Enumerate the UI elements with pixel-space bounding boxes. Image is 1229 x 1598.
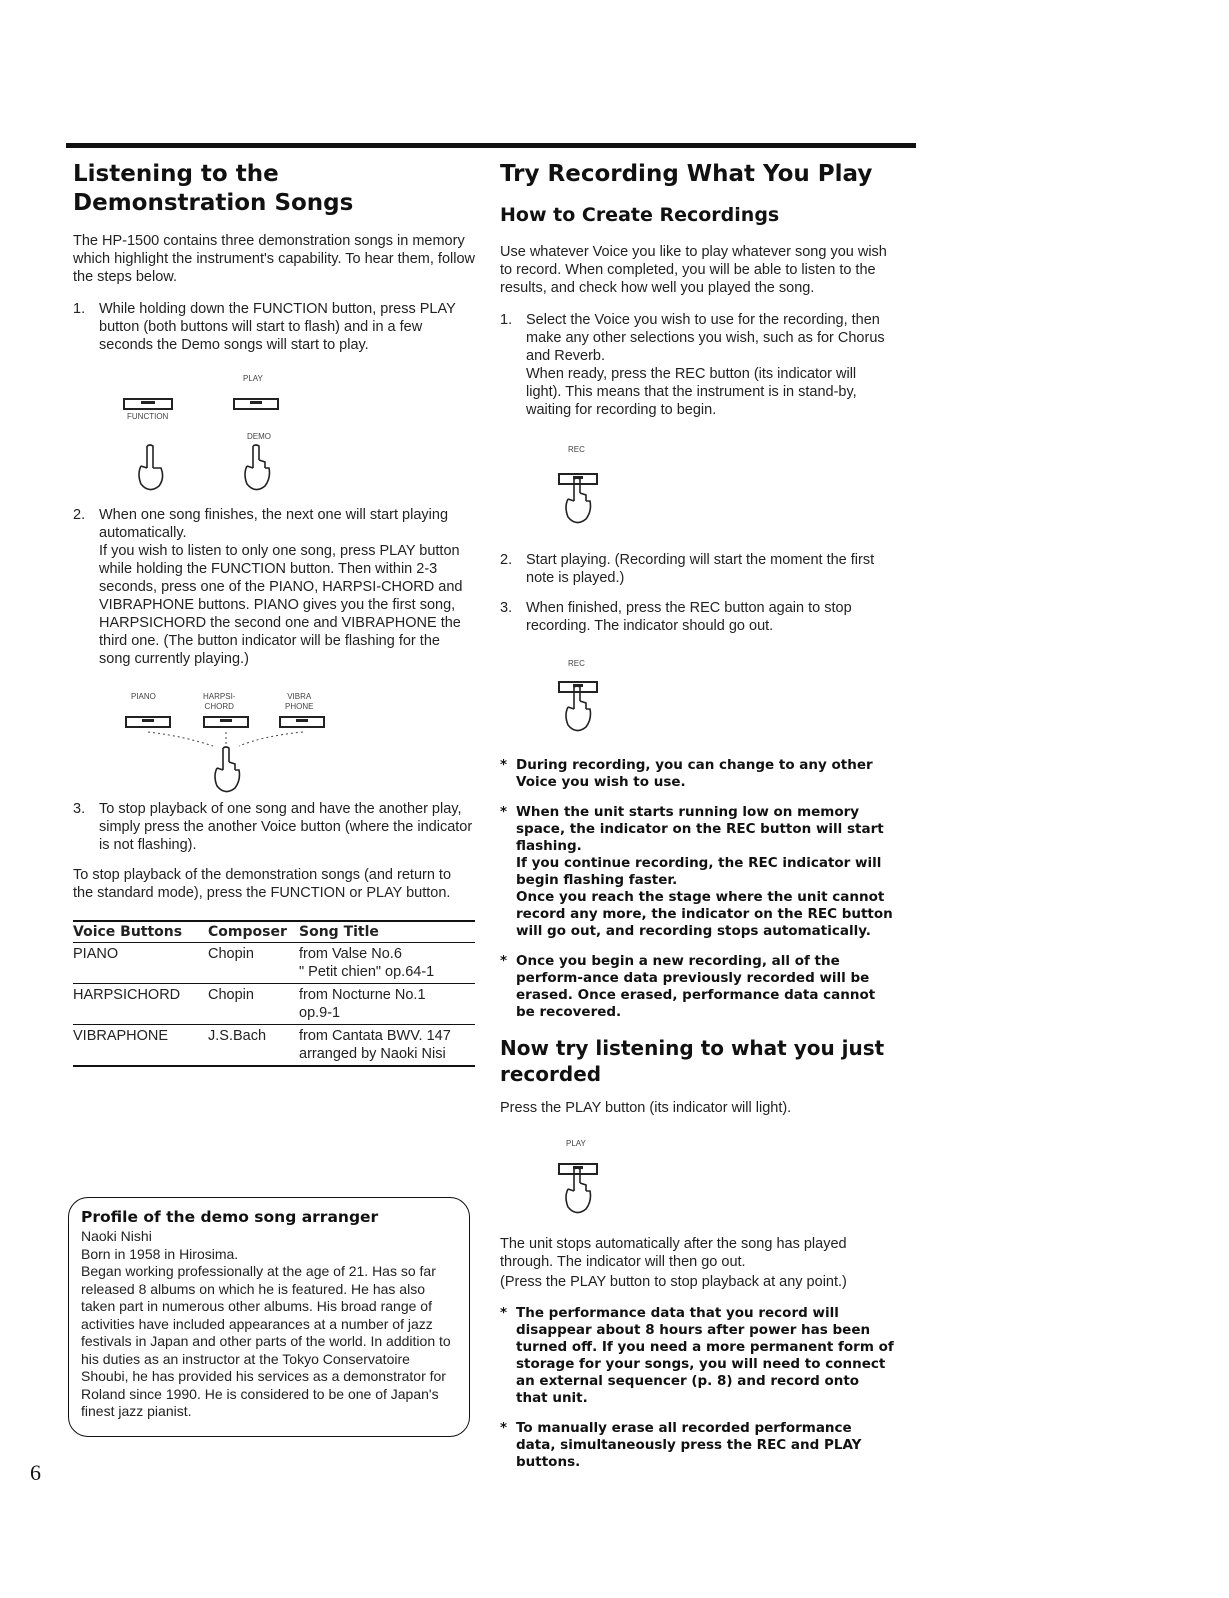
top-rule: [66, 143, 916, 148]
finger-press-icon: [133, 444, 167, 494]
function-play-illustration: [73, 366, 475, 506]
listen-text: Press the PLAY button (its indicator will light).: [500, 1100, 792, 1116]
demo-stop-text: To stop playback of the demonstration songs (and return to the standard mode), press the FUNCTION or PLAY button.: [73, 867, 452, 901]
profile-bio: Began working professionally at the age of 21. Has so far released 8 albums on which he is featured. He has also taken part in numerous other albums. His broad range of activities have included appearances at a number of jazz festivals in Japan and other parts of the world. In addition to his duties as an instructor at the Tokyo Conservatoire Shoubi, he has provided his services as a demonstrator for Roland since 1990. He is considered to be one of Japan's finest jazz pianist.: [81, 1263, 451, 1419]
harpsichord-button-icon: [203, 716, 249, 728]
rec-step-2: 2. Start playing. (Recording will start the moment the first note is played.): [500, 552, 875, 586]
rec-label: REC: [568, 445, 585, 454]
subtitle-create-recordings: How to Create Recordings: [500, 204, 780, 226]
table-row: VIBRAPHONE J.S.Bach from Cantata BWV. 147 arranged by Naoki Nisi: [73, 1025, 475, 1067]
page-number: 6: [30, 1460, 41, 1485]
finger-press-icon: [211, 746, 245, 796]
demo-label: DEMO: [247, 432, 271, 441]
play-label: PLAY: [566, 1139, 586, 1148]
demo-step-3: 3. To stop playback of one song and have the another play, simply press the another Voice button (where the indicator is not flashing).: [73, 801, 473, 853]
demo-intro: The HP-1500 contains three demonstration songs in memory which highlight the instrument's capability. To hear them, follow the steps below.: [73, 233, 475, 285]
after-text-2: (Press the PLAY button to stop playback at any point.): [500, 1274, 847, 1290]
after-text-1: The unit stops automatically after the song has played through. The indicator will then go out.: [500, 1236, 847, 1270]
demo-step-1: 1. While holding down the FUNCTION button, press PLAY button (both buttons will start to flash) and in a few seconds the Demo songs will start to play.: [73, 301, 456, 353]
vibraphone-label: VIBRA PHONE: [285, 692, 314, 711]
col-header-composer: Composer: [208, 921, 299, 943]
vibraphone-button-icon: [279, 716, 325, 728]
finger-press-icon: [562, 477, 596, 527]
rec-step-1: 1. Select the Voice you wish to use for the recording, then make any other selections you wish, such as for Chorus and Reverb. When ready, press the REC button (its indicator will light). This means that the instrument is in stand-by, waiting for recording to begin.: [500, 312, 885, 418]
listen-title: Now try listening to what you just recorded: [500, 1036, 885, 1086]
note-erase-previous: * Once you begin a new recording, all of the perform-ance data previously recorded will be erased. Once erased, performance data cannot be recovered.: [500, 953, 876, 1020]
play-label: PLAY: [243, 374, 263, 383]
left-column: [73, 150, 475, 1067]
voice-buttons-illustration: [73, 680, 475, 800]
play-illustration: [500, 1131, 895, 1235]
note-memory-low: * When the unit starts running low on memory space, the indicator on the REC button will start flashing. If you continue recording, the REC indicator will begin flashing faster. Once you reach the stage where the unit cannot record any more, the indicator on the REC button will go out, and recording stops automatically.: [500, 804, 893, 939]
piano-button-icon: [125, 716, 171, 728]
col-header-title: Song Title: [299, 921, 475, 943]
piano-label: PIANO: [131, 692, 156, 701]
note-manual-erase: * To manually erase all recorded performance data, simultaneously press the REC and PLAY buttons.: [500, 1420, 862, 1470]
profile-name: Naoki Nishi: [81, 1228, 152, 1244]
arranger-profile-box: [68, 1197, 470, 1437]
demo-step-2: 2. When one song finishes, the next one will start playing automatically. If you wish to listen to only one song, press PLAY button while holding the FUNCTION button. Then within 2-3 seconds, press one of the PIANO, HARPSI-CHORD and VIBRAPHONE buttons. PIANO gives you the first song, HARPSICHORD the second one and VIBRAPHONE the third one. (The button indicator will be flashing for the song currently playing.): [73, 507, 463, 667]
function-label: FUNCTION: [127, 412, 169, 421]
rec-label: REC: [568, 659, 585, 668]
col-header-voice: Voice Buttons: [73, 921, 208, 943]
finger-press-icon: [241, 444, 275, 494]
table-row: PIANO Chopin from Valse No.6 " Petit chien" op.64-1: [73, 943, 475, 984]
rec-illustration-1: [500, 431, 895, 551]
rec-step-3: 3. When finished, press the REC button again to stop recording. The indicator should go out.: [500, 600, 852, 634]
finger-press-icon: [562, 685, 596, 735]
section-title-demo: Listening to the Demonstration Songs: [73, 161, 354, 216]
right-column: [500, 150, 895, 1484]
section-title-recording: Try Recording What You Play: [500, 161, 873, 187]
function-button-icon: [123, 398, 173, 410]
note-voice-change: * During recording, you can change to any other Voice you wish to use.: [500, 757, 873, 790]
demo-songs-table: [73, 920, 475, 1067]
recording-intro: Use whatever Voice you like to play whatever song you wish to record. When completed, you will be able to listen to the results, and check how well you played the song.: [500, 244, 887, 296]
note-data-disappear: * The performance data that you record will disappear about 8 hours after power has been turned off. If you need a more permanent form of storage for your songs, you will need to connect an external sequencer (p. 8) and record onto that unit.: [500, 1305, 894, 1406]
profile-born: Born in 1958 in Hirosima.: [81, 1245, 239, 1262]
finger-press-icon: [562, 1167, 596, 1217]
table-row: HARPSICHORD Chopin from Nocturne No.1 op.9-1: [73, 984, 475, 1025]
profile-title: Profile of the demo song arranger: [81, 1208, 379, 1226]
rec-illustration-2: [500, 647, 895, 757]
harpsichord-label: HARPSI- CHORD: [203, 692, 236, 711]
play-button-icon: [233, 398, 279, 410]
